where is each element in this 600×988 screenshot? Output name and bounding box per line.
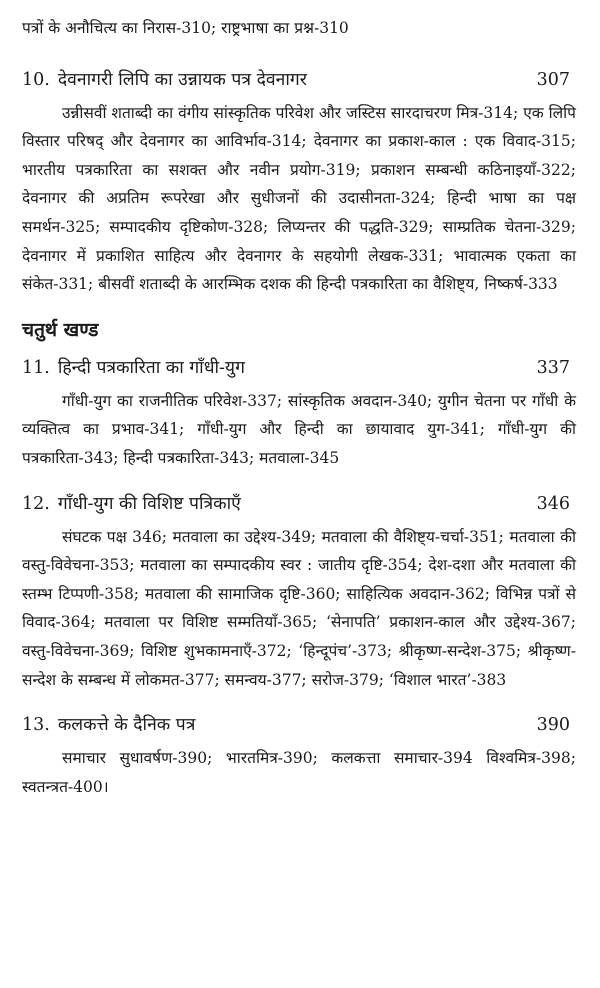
chapter-page-number: 307 [536,69,570,90]
chapter-contents: उन्नीसवीं शताब्दी का वंगीय सांस्कृतिक परिवेश और जस्टिस सारदाचरण मित्र-314; एक लिपि विस्तार परिषद् और देवनागर का आविर्भाव-314; देवनागर का प्रकाश-काल : एक विवाद-315; भारतीय पत्रकारिता का सशक्त और नवीन प्रयोग-319; प्रकाशन सम्बन्धी कठिनाइयाँ-322; देवनागर की अप्रतिम रूपरेखा और सुधीजनों की उदासीनता-324; हिन्दी भाषा का पक्ष समर्थन-325; सम्पादकीय दृष्टिकोण-328; लिप्यन्तर की पद्धति-329; साम्प्रतिक चेतना-329; देवनागर में प्रकाशित साहित्य और देवनागर के सहयोगी लेखक-331; भावात्मक एकता का संकेत-331; बीसवीं शताब्दी के आरम्भिक दशक की हिन्दी पत्रकारिता का वैशिष्ट्य, निष्कर्ष-333 [22,103,576,294]
chapter-contents: समाचार सुधावर्षण-390; भारतमित्र-390; कलकत्ता समाचार-394 विश्वमित्र-398; स्वतन्त्रत-400। [22,749,576,796]
part-heading: चतुर्थ खण्ड [22,318,99,341]
chapter-12-section [22,489,576,695]
chapter-title: कलकत्ते के दैनिक पत्र [57,715,196,736]
chapter-10-section [22,65,576,299]
chapter-heading [22,353,570,383]
chapter-page-number: 337 [536,357,570,378]
chapter-11-section [22,353,576,473]
chapter-page-number: 390 [536,715,570,736]
chapter-number: 10. [22,69,50,90]
chapter-number: 12. [22,493,50,514]
chapter-title: देवनागरी लिपि का उन्नायक पत्र देवनागर [57,69,307,90]
continued-contents-line: पत्रों के अनौचित्य का निरास-310; राष्ट्रभाषा का प्रश्न-310 [22,19,349,37]
chapter-contents: संघटक पक्ष 346; मतवाला का उद्देश्य-349; मतवाला की वैशिष्ट्य-चर्चा-351; मतवाला की वस्तु-विवेचना-353; मतवाला का सम्पादकीय स्वर : जातीय दृष्टि-354; देश-दशा और मतवाला की स्तम्भ टिप्पणी-358; मतवाला की सामाजिक दृष्टि-360; साहित्यिक अवदान-362; विभिन्न पत्रों से विवाद-364; मतवाला पर विशिष्ट सम्मतियाँ-365; ‘सेनापति’ प्रकाशन-काल और उद्देश्य-367; वस्तु-विवेचना-369; विशिष्ट शुभकामनाएँ-372; ‘हिन्दूपंच’-373; श्रीकृष्ण-सन्देश-375; श्रीकृष्ण-सन्देश के सम्बन्ध में लोकमत-377; समन्वय-377; सरोज-379; ‘विशाल भारत’-383 [22,527,576,689]
chapter-page-number: 346 [536,493,570,514]
chapter-heading [22,710,570,740]
chapter-number: 11. [22,357,50,378]
chapter-contents: गाँधी-युग का राजनीतिक परिवेश-337; सांस्कृतिक अवदान-340; युगीन चेतना पर गाँधी के व्यक्तित्व का प्रभाव-341; गाँधी-युग और हिन्दी का छायावाद युग-341; गाँधी-युग की पत्रकारिता-343; हिन्दी पत्रकारिता-343; मतवाला-345 [22,391,576,467]
chapter-title: हिन्दी पत्रकारिता का गाँधी-युग [57,357,245,378]
chapter-title: गाँधी-युग की विशिष्ट पत्रिकाएँ [57,493,241,514]
chapter-heading [22,489,570,519]
chapter-13-section [22,710,576,801]
chapter-number: 13. [22,715,50,736]
chapter-heading [22,65,570,95]
